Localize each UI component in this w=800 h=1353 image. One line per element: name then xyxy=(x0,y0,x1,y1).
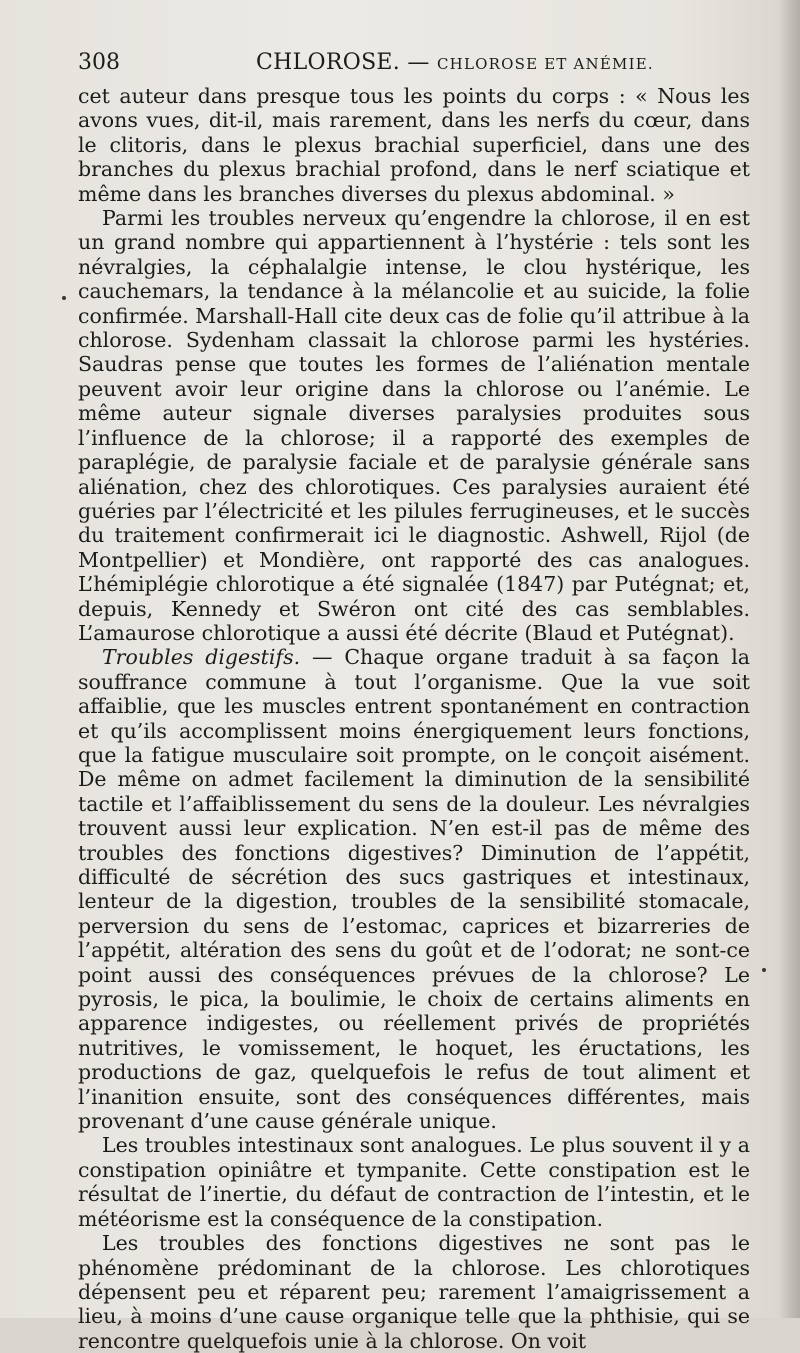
running-title-dash: — xyxy=(407,50,430,75)
paragraph-3-text: — Chaque organe traduit à sa façon la souffrance commune à tout l’organisme. Que la vue soit affaiblie, que les muscles entrent spontanément en contraction et qu’ils accomplissent moins énergiquement leurs fonctions, que la fatigue musculaire soit prompte, on le conçoit aisément. De même on admet facilement la diminution de la sensibilité tactile et l’affaiblissement du sens de la douleur. Les névralgies trouvent aussi leur explication. N’en est-il pas de même des troubles des fonctions digestives? Diminution de l’appétit, difficulté de sécrétion des sucs gastriques et intestinaux, lenteur de la digestion, troubles de la sensibilité stomacale, perversion du sens de l’estomac, caprices et bizarreries de l’appétit, altération des sens du goût et de l’odorat; ne sont-ce point aussi des conséquences prévues de la chlorose? Le pyrosis, le pica, la boulimie, le choix de certains aliments en apparence indigestes, ou réellement privés de propriétés nutritives, le vomissement, le hoquet, les éructations, les productions de gaz, quelquefois le refus de tout aliment et l’inanition ensuite, sont des conséquences différentes, mais provenant d’une cause générale unique. xyxy=(78,645,750,1134)
paragraph-5: Les troubles des fonctions digestives ne sont pas le phénomène prédominant de la chlorose. Les chlorotiques dépensent peu et réparent peu; rarement l’amaigrissement a lieu, à moins d’une cause organique telle que la phthisie, qui se rencontre quelquefois unie à la chlorose. On voit xyxy=(78,1231,750,1353)
page-edge-shadow xyxy=(778,0,800,1318)
running-header xyxy=(78,48,750,78)
running-title-main: CHLOROSE. xyxy=(256,50,401,75)
running-title xyxy=(256,48,654,79)
paragraph-4: Les troubles intestinaux sont analogues. Le plus souvent il y a constipation opiniâtre et tympanite. Cette constipation est le résultat de l’inertie, du défaut de contraction de l’intestin, et le météorisme est la conséquence de la constipation. xyxy=(78,1133,750,1231)
paragraph-2: Parmi les troubles nerveux qu’engendre la chlorose, il en est un grand nombre qui appartiennent à l’hystérie : tels sont les névralgies, la céphalalgie intense, le clou hystérique, les cauchemars, la tendance à la mélancolie et au suicide, la folie confirmée. Marshall-Hall cite deux cas de folie qu’il attribue à la chlorose. Sydenham classait la chlorose parmi les hystéries. Saudras pense que toutes les formes de l’aliénation mentale peuvent avoir leur origine dans la chlorose ou l’anémie. Le même auteur signale diverses paralysies produites sous l’influence de la chlorose; il a rapporté des exemples de paraplégie, de paralysie faciale et de paralysie générale sans aliénation, chez des chlorotiques. Ces paralysies auraient été guéries par l’électricité et les pilules ferrugineuses, et le succès du traitement confirmerait ici le diagnostic. Ashwell, Rijol (de Montpellier) et Mondière, ont rapporté des cas analogues. L’hémiplégie chlorotique a été signalée (1847) par Putégnat; et, depuis, Kennedy et Swéron ont cité des cas semblables. L’amaurose chlorotique a aussi été décrite (Blaud et Putégnat). xyxy=(78,206,750,645)
section-heading-digestive: Troubles digestifs. xyxy=(102,645,301,670)
running-title-sub: CHLOROSE ET ANÉMIE. xyxy=(437,55,654,73)
page-number: 308 xyxy=(78,50,120,75)
margin-mark-left xyxy=(62,296,66,300)
paragraph-1: cet auteur dans presque tous les points du corps : « Nous les avons vues, dit-il, mais rarement, dans les nerfs du cœur, dans le clitoris, dans le plexus brachial superficiel, dans une des branches du plexus brachial profond, dans le nerf sciatique et même dans les branches diverses du plexus abdominal. » xyxy=(78,84,750,206)
page-body xyxy=(78,84,750,1353)
paragraph-3 xyxy=(78,645,750,1133)
margin-mark-right xyxy=(762,968,766,972)
